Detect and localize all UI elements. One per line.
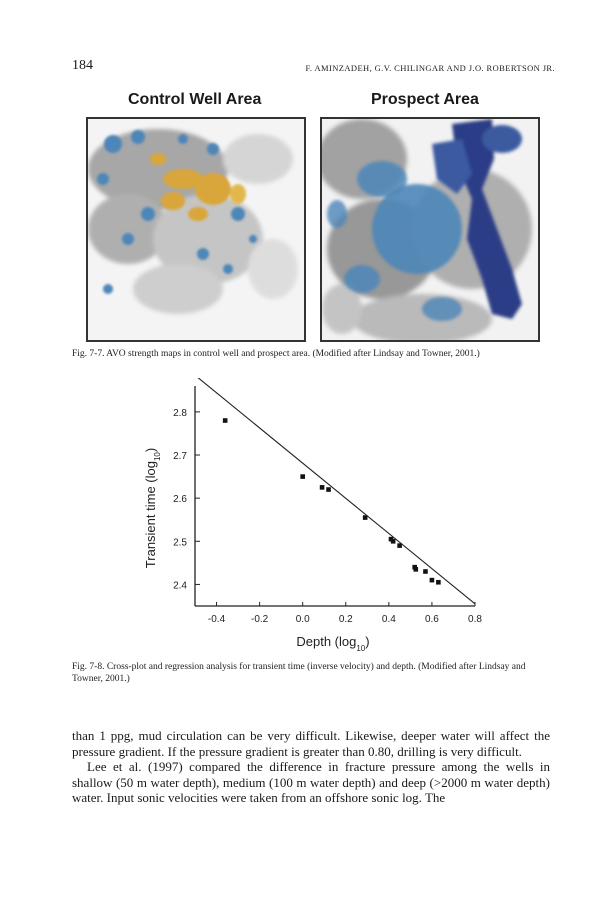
running-head: F. AMINZADEH, G.V. CHILINGAR AND J.O. ROBERTSON JR. <box>305 63 555 73</box>
x-tick-label: -0.4 <box>207 614 226 625</box>
paragraph-2: Lee et al. (1997) compared the difference in fracture pressure among the wells in shallow (50 m water depth), medium (100 m water depth) and deep (>2000 m water depth) water. Input sonic velocities were taken from an offshore sonic log. The <box>72 759 550 805</box>
x-axis <box>195 602 482 625</box>
figure-7-8-caption: Fig. 7-8. Cross-plot and regression analysis for transient time (inverse velocity) and depth. (Modified after Lindsay and Towner, 2001.) <box>72 662 526 684</box>
x-tick-label: 0.6 <box>424 614 439 625</box>
figure-7-7-caption: Fig. 7-7. AVO strength maps in control well and prospect area. (Modified after Lindsay and Towner, 2001.) <box>72 349 480 359</box>
regression-line-group <box>195 378 475 604</box>
prospect-area-map <box>320 117 540 342</box>
y-tick-label: 2.8 <box>173 407 187 419</box>
y-tick-label: 2.4 <box>173 580 187 592</box>
body-text <box>72 728 550 806</box>
control-well-map <box>86 117 306 342</box>
x-tick-label: 0.4 <box>381 614 396 625</box>
y-tick-label: 2.6 <box>173 494 187 506</box>
data-point <box>223 418 228 423</box>
y-tick-label: 2.7 <box>173 451 187 463</box>
data-point <box>300 474 305 479</box>
crossplot-chart <box>135 378 505 653</box>
data-point <box>436 580 441 585</box>
data-point <box>320 485 325 490</box>
y-axis <box>173 386 200 606</box>
x-tick-label: -0.2 <box>250 614 269 625</box>
paragraph-1: than 1 ppg, mud circulation can be very difficult. Likewise, deeper water will affect the pressure gradient. If the pressure gradient is greater than 0.80, drilling is very difficult. <box>72 728 550 759</box>
x-axis-label: Depth $(\log_{10})$ <box>296 634 370 653</box>
control-well-title: Control Well Area <box>128 91 262 108</box>
x-tick-label: 0.2 <box>338 614 353 625</box>
y-tick-label: 2.5 <box>173 537 187 549</box>
data-points <box>223 418 441 584</box>
data-point <box>413 567 418 572</box>
data-point <box>391 539 396 544</box>
x-tick-label: 0.0 <box>295 614 310 625</box>
y-axis-label: Transient time $(\log_{10})$ <box>143 447 162 569</box>
data-point <box>430 578 435 583</box>
regression-line <box>195 378 475 604</box>
data-point <box>326 487 331 492</box>
x-tick-label: 0.8 <box>468 614 482 625</box>
data-point <box>423 569 428 574</box>
prospect-area-title: Prospect Area <box>371 91 479 108</box>
page-number: 184 <box>72 58 93 73</box>
